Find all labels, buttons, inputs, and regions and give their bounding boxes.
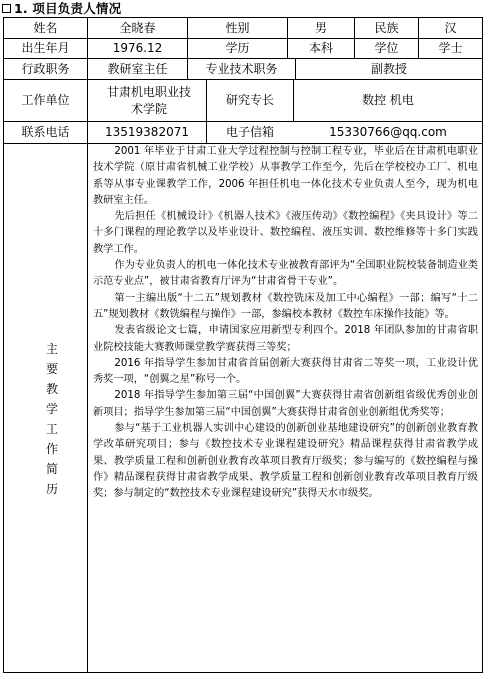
ethnicity-label: 民族 [374, 20, 399, 35]
section-heading [2, 0, 121, 16]
resume-paragraph: 参与“基于工业机器人实训中心建设的创新创业基地建设研究”的创新创业教育教学改革研究项目；参与《数控技术专业课程建设研究》精品课程获得甘肃省教学成果、教学质量工程和创新创业教育改革项目教育厅级奖；参与编写的《数控编程与操作》精品课程获得甘肃省教学成果、教学质量工程和创新创业教育改革项目教育厅级奖；参与制定的“数控技术专业课程建设研究”获得天水市级奖。 [93, 423, 478, 500]
ethnicity-value: 汉 [444, 20, 457, 35]
resume-paragraph: 先后担任《机械设计》《机器人技术》《液压传动》《数控编程》《夹具设计》等二十多门课程的理论教学以及毕业设计、数控编程、液压实训、数控维修等十多门实践教学工作。 [93, 211, 478, 255]
resume-paragraph: 2016 年指导学生参加甘肃省首届创新大赛获得甘肃省二等奖一项，工业设计优秀奖一项，“创翼之星”称号一个。 [93, 357, 478, 386]
teaching-resume-content [93, 144, 478, 503]
birth-value: 1976.12 [112, 41, 163, 55]
degree-value: 学士 [438, 41, 463, 55]
work-unit-label: 工作单位 [21, 93, 70, 107]
specialty-label: 研究专长 [225, 93, 274, 107]
degree-label: 学位 [374, 41, 399, 55]
name-label: 姓名 [33, 20, 58, 35]
name-value: 全晓春 [119, 20, 156, 35]
phone-label: 联系电话 [21, 125, 70, 139]
resume-paragraph: 2018 年指导学生参加第三届“中国创翼”大赛获得甘肃省创新组省级优秀创业创新项目；指导学生参加第三届“中国创翼”大赛获得甘肃省创业创新组优秀奖等； [93, 390, 478, 418]
gender-value: 男 [314, 20, 327, 35]
email-value: 15330766@qq.com [329, 125, 447, 139]
resume-paragraph: 第一主编出版“十二五”规划教材《数控铣床及加工中心编程》一部；编写“十二五”规划教材《数铣编程与操作》一部，参编校本教材《数控车床操作技能》等。 [93, 292, 478, 320]
education-value: 本科 [308, 41, 333, 55]
phone-value: 13519382071 [105, 125, 189, 139]
education-label: 学历 [225, 41, 250, 55]
professional-title-value: 副教授 [370, 61, 407, 76]
checkbox-square-icon [2, 4, 11, 13]
admin-position-label: 行政职务 [21, 61, 70, 76]
professional-title-label: 专业技术职务 [205, 61, 278, 76]
section-title: 1. 项目负责人情况 [14, 1, 122, 16]
gender-label: 性别 [225, 20, 250, 35]
resume-paragraph: 发表省级论文七篇，申请国家应用新型专利四个。2018 年团队参加的甘肃省职业院校技能大赛教师课堂教学赛获得三等奖； [93, 325, 478, 353]
admin-position-value: 教研室主任 [107, 61, 168, 76]
teaching-resume-label: 主要教学工作简历 [45, 342, 58, 496]
specialty-value: 数控 机电 [362, 93, 414, 107]
email-label: 电子信箱 [225, 125, 274, 139]
personal-info-table [3, 17, 483, 673]
birth-label: 出生年月 [21, 41, 70, 55]
work-unit-value: 甘肃机电职业技术学院 [106, 84, 191, 116]
resume-paragraph: 作为专业负责人的机电一体化技术专业被教育部评为“全国职业院校装备制造业类示范专业点”，被甘肃省教育厅评为“甘肃省骨干专业”。 [93, 260, 478, 288]
resume-paragraph: 2001 年毕业于甘肃工业大学过程控制与控制工程专业，毕业后在甘肃机电职业技术学院（原甘肃省机械工业学校）从事教学工作至今，先后在学校校办工厂、机电系等从事专业课教学工作，2006 年担任机电一体化技术专业负责人至今，现为机电教研室主任。 [93, 146, 478, 206]
